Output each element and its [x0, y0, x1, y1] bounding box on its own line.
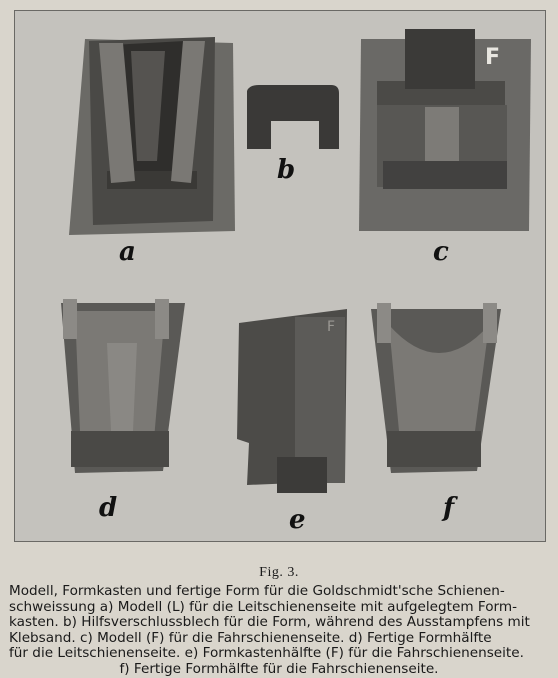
stamp-letter-c: F — [485, 45, 501, 70]
panel-f-mould-half — [371, 303, 501, 473]
panel-label-a: a — [119, 237, 136, 267]
panel-label-e: e — [289, 505, 306, 535]
figure-number: Fig. 3. — [259, 565, 299, 580]
caption-line: für die Leitschienenseite. e) Formkastenhälfte (F) für die Fahrschienenseite. — [9, 645, 524, 662]
photo-illustration — [15, 11, 545, 541]
caption-line: schweissung a) Modell (L) für die Leitschienenseite mit aufgelegtem Form- — [9, 598, 518, 615]
panel-label-c: c — [433, 237, 449, 267]
panel-b-closing-sheet — [247, 85, 339, 149]
caption-line: Modell, Formkasten und fertige Form für die Goldschmidt'sche Schienen- — [9, 583, 505, 599]
panel-label-b: b — [277, 155, 296, 185]
caption-line: f) Fertige Formhälfte für die Fahrschienenseite. — [119, 660, 439, 677]
caption-line: kasten. b) Hilfsverschlussblech für die Form, während des Ausstampfens mit — [9, 614, 530, 631]
caption-text — [9, 584, 549, 678]
photo-plate — [14, 10, 546, 542]
panel-c-model — [359, 29, 531, 231]
caption-line: Klebsand. c) Modell (F) für die Fahrschienenseite. d) Fertige Formhälfte — [9, 629, 492, 646]
panel-label-d: d — [99, 493, 118, 523]
panel-d-mould-half — [61, 299, 185, 473]
panel-a-model — [69, 37, 235, 235]
panel-label-f: f — [443, 493, 455, 523]
stamp-letter-e: F — [327, 319, 336, 335]
figure-caption — [0, 565, 558, 678]
panel-e-mould-box — [237, 309, 347, 493]
